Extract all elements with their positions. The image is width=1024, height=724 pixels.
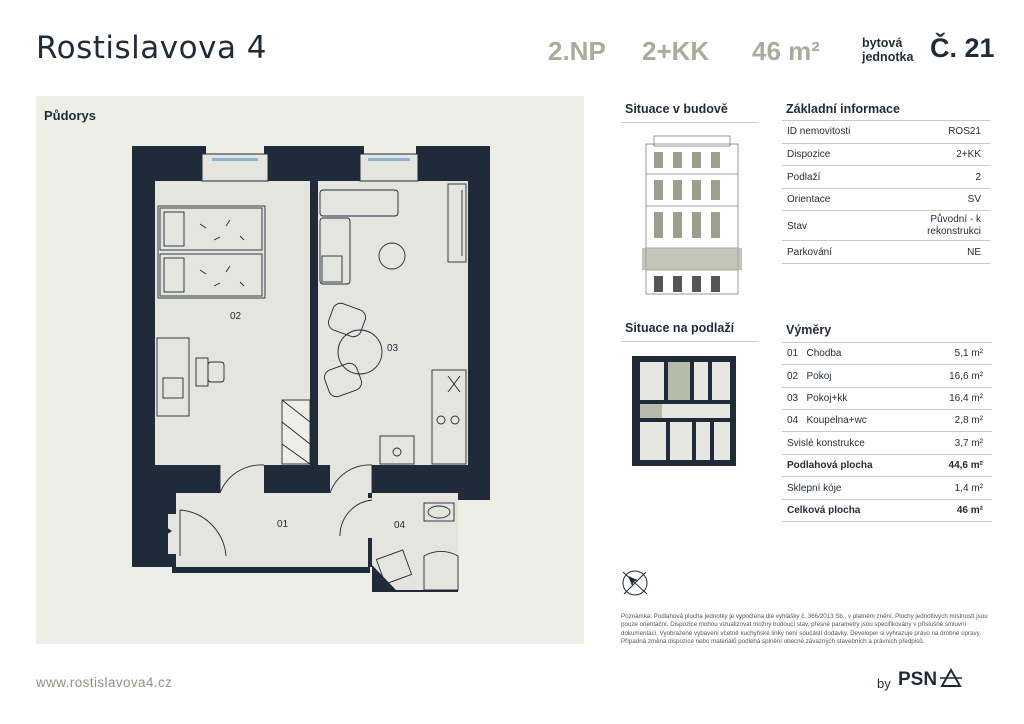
info-value: 2+KK bbox=[956, 149, 981, 160]
info-key: Orientace bbox=[787, 194, 831, 205]
psn-logo: PSN bbox=[898, 669, 938, 690]
areas-title: Výměry bbox=[786, 323, 832, 337]
divider bbox=[782, 476, 992, 477]
info-value-line2: rekonstrukci bbox=[927, 226, 981, 237]
divider bbox=[782, 521, 992, 522]
room-03 bbox=[318, 181, 468, 465]
floor-plan-title: Půdorys bbox=[44, 108, 97, 123]
divider bbox=[782, 387, 992, 388]
info-key: Podlaží bbox=[787, 172, 821, 183]
area-value: 16,6 m² bbox=[949, 371, 983, 382]
area-num: 02 bbox=[787, 371, 799, 382]
info-key: ID nemovitosti bbox=[787, 126, 851, 137]
area-value: 46 m² bbox=[956, 505, 983, 516]
website-link[interactable]: www.rostislavova4.cz bbox=[36, 675, 173, 690]
info-key: Dispozice bbox=[787, 149, 831, 160]
room-label-01: 01 bbox=[277, 519, 289, 530]
area-num: 03 bbox=[787, 393, 799, 404]
divider bbox=[782, 431, 992, 432]
info-value-line1: Původní - k bbox=[930, 214, 981, 225]
area-key: Podlahová plocha bbox=[787, 460, 873, 471]
area-key: Celková plocha bbox=[787, 505, 861, 516]
floor-situation-title: Situace na podlaží bbox=[625, 321, 735, 335]
unit-label-line1: bytová bbox=[862, 36, 903, 50]
compass-icon bbox=[620, 568, 650, 598]
divider bbox=[782, 120, 990, 121]
entry-number: 21 bbox=[149, 527, 161, 538]
disclaimer-note: Poznámka: Podlahová plocha jednotky je vypočtena dle vyhlášky č. 366/2013 Sb., v platném znění. Plochy jednotlivých místností jsou pouze orientační. Dispozice mohou vizualizovat možný budoucí stav, přesné parametry jsou specifikovány v příslušné smluvní dokumentaci. Vyobrazené vybavení včetně kuchyňské linky není součástí dodávky. Developer si vyhrazuje právo na drobné úpravy. Případná změna dispozice nebo materiálů podléhá splnění obecně závazných stavebních a právních předpisů. bbox=[621, 613, 988, 646]
info-value: 2 bbox=[975, 172, 981, 183]
room-label-02: 02 bbox=[230, 311, 242, 322]
room-label-03: 03 bbox=[387, 343, 399, 354]
layout-stat: 2+KK bbox=[642, 36, 710, 66]
highlighted-floor bbox=[642, 248, 742, 270]
area-key: Sklepní kóje bbox=[787, 483, 842, 494]
info-value bbox=[927, 214, 981, 238]
by-label: by bbox=[877, 676, 891, 691]
area-value: 5,1 m² bbox=[954, 348, 983, 359]
divider bbox=[782, 342, 992, 343]
divider bbox=[621, 341, 758, 342]
area-value: 2,8 m² bbox=[954, 415, 983, 426]
area-key: Svislé konstrukce bbox=[787, 438, 865, 449]
divider bbox=[621, 122, 758, 123]
info-key: Parkování bbox=[787, 247, 833, 258]
area-value: 16,4 m² bbox=[949, 393, 983, 404]
area-name: Koupelna+wc bbox=[806, 415, 867, 426]
info-value: SV bbox=[967, 194, 981, 205]
area-name: Pokoj+kk bbox=[806, 393, 848, 404]
basic-info-title: Základní informace bbox=[786, 102, 900, 116]
area-value: 1,4 m² bbox=[954, 483, 983, 494]
unit-number: Č. 21 bbox=[930, 33, 995, 63]
room-01 bbox=[176, 493, 368, 567]
floor-stat: 2.NP bbox=[548, 36, 606, 66]
divider bbox=[782, 210, 990, 211]
area-key bbox=[787, 371, 831, 382]
psn-logo-icon bbox=[940, 668, 962, 688]
divider bbox=[782, 364, 992, 365]
area-value: 44,6 m² bbox=[948, 460, 983, 471]
building-situation-title: Situace v budově bbox=[625, 102, 728, 116]
area-stat: 46 m² bbox=[752, 36, 820, 66]
divider bbox=[782, 499, 992, 500]
info-key: Stav bbox=[787, 221, 808, 232]
info-value: NE bbox=[967, 247, 981, 258]
area-num: 01 bbox=[787, 348, 799, 359]
closet-icon bbox=[282, 400, 310, 464]
area-key bbox=[787, 415, 867, 426]
divider bbox=[782, 263, 990, 264]
area-name: Chodba bbox=[806, 348, 842, 359]
area-value: 3,7 m² bbox=[954, 438, 983, 449]
brand-title: Rostislavova 4 bbox=[36, 30, 268, 66]
divider bbox=[782, 409, 992, 410]
divider bbox=[782, 165, 990, 166]
area-key bbox=[787, 393, 847, 404]
divider bbox=[782, 454, 992, 455]
info-value: ROS21 bbox=[948, 126, 981, 137]
divider bbox=[782, 240, 990, 241]
unit-label-line2: jednotka bbox=[862, 50, 914, 64]
room-label-04: 04 bbox=[394, 520, 406, 531]
area-num: 04 bbox=[787, 415, 799, 426]
room-04 bbox=[372, 493, 458, 590]
area-key bbox=[787, 348, 842, 359]
floor-situation-map-icon bbox=[632, 356, 738, 468]
divider bbox=[782, 143, 990, 144]
area-name: Pokoj bbox=[806, 371, 832, 382]
building-elevation-icon bbox=[640, 130, 744, 296]
divider bbox=[782, 188, 990, 189]
